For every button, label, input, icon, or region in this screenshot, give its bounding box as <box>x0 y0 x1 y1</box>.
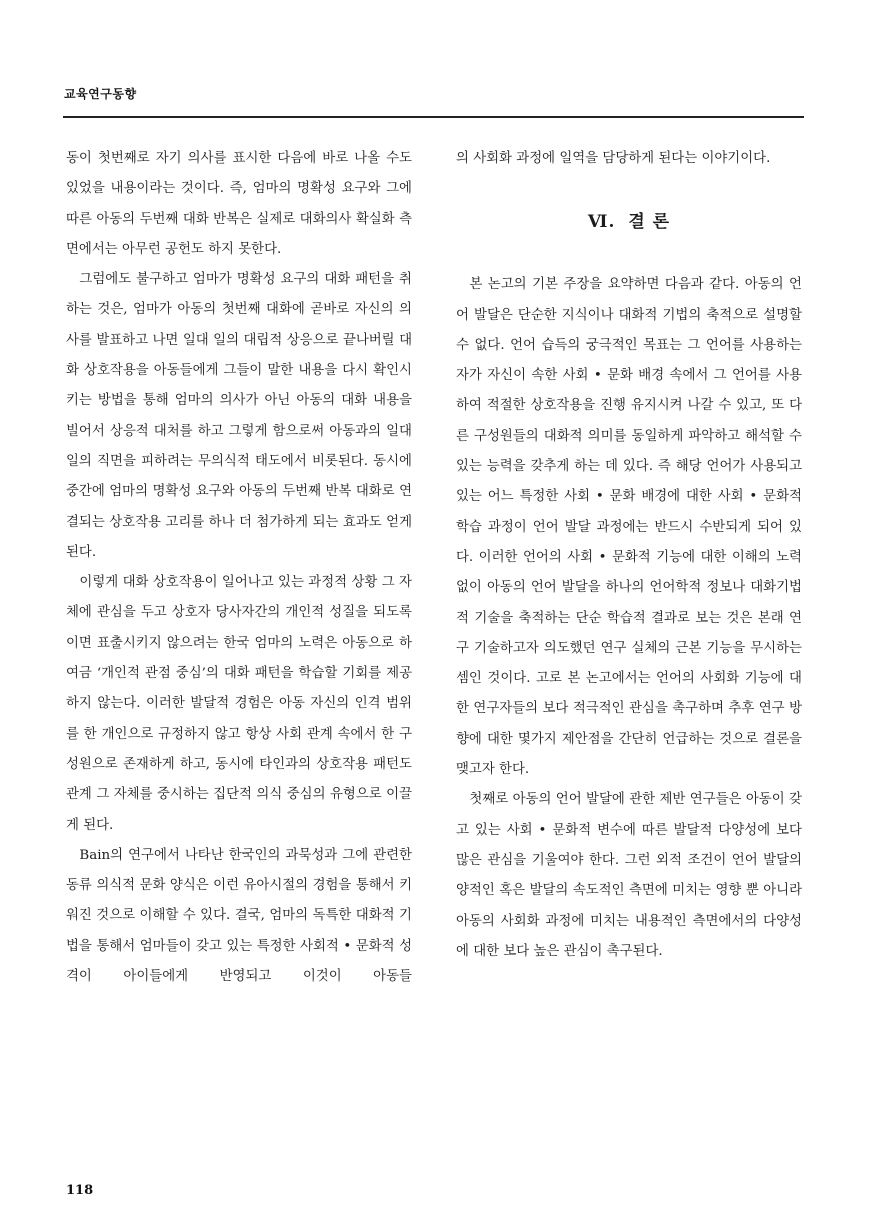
right-column <box>456 144 802 967</box>
section-heading <box>456 207 802 237</box>
right-intro-paragraph: 의 사회화 과정에 일역을 담당하게 된다는 이야기이다. <box>456 151 771 166</box>
left-paragraph-1: 동이 첫번째로 자기 의사를 표시한 다음에 바로 나올 수도 있었을 내용이라는 것이다. 즉, 엄마의 명확성 요구와 그에 따른 아동의 두번째 대화 반복은 실제로 대화의사 확실화 측면에서는 아무런 공헌도 하지 못한다. <box>66 151 412 257</box>
left-paragraph-4: Bain의 연구에서 나타난 한국인의 과묵성과 그에 관련한 동류 의식적 문화 양식은 이런 유아시절의 경험을 통해서 키워진 것으로 이해할 수 있다. 결국, 엄마의 독특한 대화적 기법을 통해서 엄마들이 갖고 있는 특정한 사회적 • 문화적 성격이 아이들에게 반영되고 이것이 아동들 <box>66 847 412 985</box>
right-paragraph-2: 첫째로 아동의 언어 발달에 관한 제반 연구들은 아동이 갖고 있는 사회 • 문화적 변수에 따른 발달적 다양성에 보다 많은 관심을 기울여야 한다. 그런 외적 조건이 언어 발달의 양적인 혹은 발달의 속도적인 측면에 미치는 영향 뿐 아니라 아동의 사회화 과정에 미치는 내용적인 측면에서의 다양성에 대한 보다 높은 관심이 촉구된다. <box>456 792 802 959</box>
left-column <box>66 144 412 992</box>
running-head: 교육연구동향 <box>64 87 137 101</box>
section-number: Ⅵ. <box>587 212 616 233</box>
left-paragraph-2: 그럼에도 불구하고 엄마가 명확성 요구의 대화 패턴을 취하는 것은, 엄마가 아동의 첫번째 대화에 곧바로 자신의 의사를 발표하고 나면 일대 일의 대립적 상응으로 끝나버릴 대화 상호작용을 아동들에게 그들이 말한 내용을 다시 확인시키는 방법을 통해 엄마의 의사가 아닌 아동의 대화 내용을 빌어서 상응적 대처를 하고 그렇게 함으로써 아동과의 일대 일의 직면을 피하려는 무의식적 태도에서 비롯된다. 동시에 중간에 엄마의 명확성 요구와 아동의 두번째 반복 대화로 연결되는 상호작용 고리를 하나 더 첨가하게 되는 효과도 얻게 된다. <box>66 272 412 560</box>
right-paragraph-1: 본 논고의 기본 주장을 요약하면 다음과 같다. 아동의 언어 발달은 단순한 지식이나 대화적 기법의 축적으로 설명할 수 없다. 언어 습득의 궁극적인 목표는 그 언어를 사용하는 자가 자신이 속한 사회 • 문화 배경 속에서 그 언어를 사용하여 적절한 상호작용을 진행 유지시켜 나갈 수 있고, 또 다른 구성원들의 대화적 의미를 동일하게 파악하고 해석할 수 있는 능력을 갖추게 하는 데 있다. 즉 해당 언어가 사용되고 있는 어느 특정한 사회 • 문화 배경에 대한 사회 • 문화적 학습 과정이 언어 발달 과정에는 반드시 수반되게 되어 있다. 이러한 언어의 사회 • 문화적 기능에 대한 이해의 노력없이 아동의 언어 발달을 하나의 언어학적 정보나 대화기법적 기술을 축적하는 단순 학습적 결과로 보는 것은 본래 연구 기술하고자 의도했던 연구 실체의 근본 기능을 무시하는 셈인 것이다. 고로 본 논고에서는 언어의 사회화 기능에 대한 연구자들의 보다 적극적인 관심을 촉구하며 추후 연구 방향에 대한 몇가지 제안점을 간단히 언급하는 것으로 결론을 맺고자 한다. <box>456 277 802 778</box>
page-number: 118 <box>66 1183 94 1198</box>
section-title: 결 론 <box>628 212 671 233</box>
left-paragraph-3: 이렇게 대화 상호작용이 일어나고 있는 과정적 상황 그 자체에 관심을 두고 상호자 당사자간의 개인적 성질을 되도록이면 표출시키지 않으려는 한국 엄마의 노력은 아동으로 하여금 ‘개인적 관점 중심’의 대화 패턴을 학습할 기회를 제공하지 않는다. 이러한 발달적 경험은 아동 자신의 인격 범위를 한 개인으로 규정하지 않고 항상 사회 관계 속에서 한 구성원으로 존재하게 하고, 동시에 타인과의 상호작용 패턴도 관계 그 자체를 중시하는 집단적 의식 중심의 유형으로 이끌게 된다. <box>66 575 412 833</box>
header-rule <box>63 116 804 118</box>
